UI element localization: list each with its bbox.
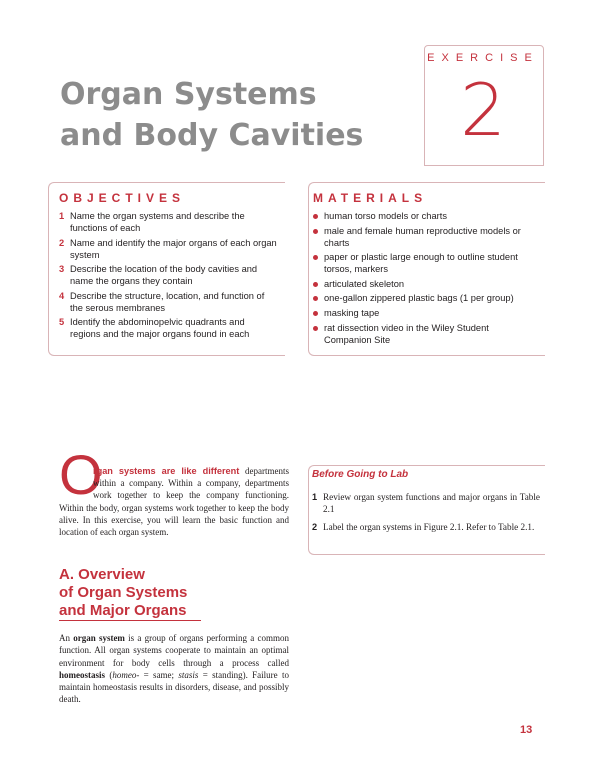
objective-item: 1 Name the organ systems and describe the functions of each [59, 211, 245, 233]
intro-paragraph [59, 465, 289, 538]
before-lab-heading: Before Going to Lab [312, 469, 409, 480]
intro-text: departments within a company. Within a company, departments work together to keep the company functioning. Within the body, organ systems work together to keep the body alive. In this exercise, you will learn the basic function and location of each organ system. [59, 466, 289, 538]
materials-heading: MATERIALS [313, 191, 428, 205]
material-item: one-gallon zippered plastic bags (1 per group) [313, 292, 538, 304]
bullet-icon [313, 214, 318, 219]
material-item: articulated skeleton [313, 278, 538, 290]
objective-item: 4 Describe the structure, location, and function of the serous membranes [59, 290, 265, 313]
exercise-number: 2 [460, 68, 506, 152]
section-a-line-1: A. Overview [59, 566, 145, 583]
title-line-1: Organ Systems [60, 77, 317, 112]
materials-list [313, 210, 538, 348]
material-item: paper or plastic large enough to outline student torsos, markers [313, 251, 538, 275]
term-homeostasis: homeostasis [59, 669, 106, 680]
before-lab-item: 2 Label the organ systems in Figure 2.1. Refer to Table 2.1. [312, 522, 535, 532]
bullet-icon [313, 296, 318, 301]
drop-cap: O [59, 443, 103, 506]
drop-cap-spacer [59, 465, 93, 499]
objectives-heading: OBJECTIVES [59, 191, 186, 205]
term-organ-system: organ system [73, 633, 125, 643]
material-item: masking tape [313, 307, 538, 319]
page-title [60, 74, 410, 156]
bullet-icon [313, 282, 318, 287]
bullet-icon [313, 326, 318, 331]
title-line-2: and Body Cavities [60, 118, 364, 153]
section-a-line-3: and Major Organs [59, 602, 187, 619]
section-a-line-2: of Organ Systems [59, 584, 188, 601]
exercise-label: EXERCISE [427, 52, 539, 64]
objectives-list [59, 210, 277, 343]
material-item: male and female human reproductive models or charts [313, 225, 538, 249]
bullet-icon [313, 229, 318, 234]
section-a-heading [59, 566, 187, 620]
before-lab-list [312, 491, 540, 539]
material-item: rat dissection video in the Wiley Student Companion Site [313, 322, 538, 346]
objective-item: 3 Describe the location of the body cavities and name the organs they contain [59, 264, 258, 287]
bullet-icon [313, 255, 318, 260]
objective-item: 5 Identify the abdominopelvic quadrants and regions and the major organs found in each [59, 317, 250, 340]
objective-item: 2 Name and identify the major organs of each organ system [59, 237, 277, 260]
section-a-paragraph: An organ system is a group of organs performing a common function. All organ systems cooperate to maintain an optimal environment for body cells through a process called homeostasis (homeo- = same; stasis = standing). Failure to maintain homeostasis results in disorders, disease, and possibly death. [59, 633, 289, 705]
page-number: 13 [520, 724, 533, 736]
section-a-rule [59, 620, 201, 621]
bullet-icon [313, 311, 318, 316]
before-lab-item: 1 Review organ system functions and major organs in Table 2.1 [312, 492, 540, 514]
intro-lead: rgan systems are like different [93, 466, 240, 476]
material-item: human torso models or charts [313, 210, 538, 222]
